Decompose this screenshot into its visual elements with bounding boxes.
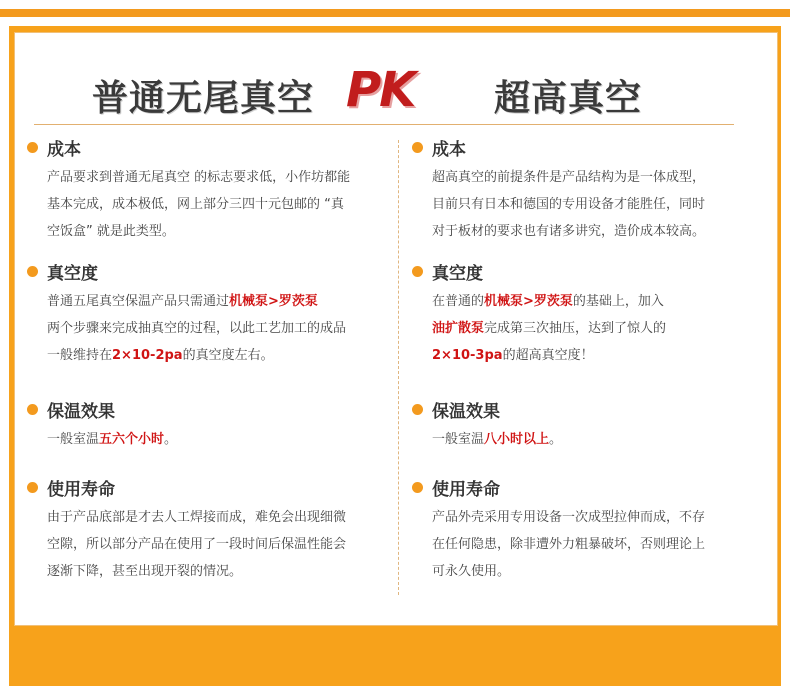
body-text: 对于板材的要求也有诸多讲究，造价成本较高。 [432,224,706,239]
left-section-4 [27,476,372,585]
title-divider [34,124,734,125]
section-body [432,504,757,585]
bullet-dot-icon [412,142,423,153]
section-heading [412,398,757,420]
bullet-dot-icon [27,266,38,277]
body-line [47,315,372,342]
body-text: 逐渐下降，甚至出现开裂的情况。 [47,564,243,579]
bullet-dot-icon [27,142,38,153]
section-title: 真空度 [432,263,483,284]
section-heading [412,260,757,282]
section-title: 真空度 [47,263,98,284]
body-text: 一般室温 [432,432,485,447]
section-heading [412,136,757,158]
body-text: 基本完成，成本极低，网上部分三四十元包邮的 “真 [47,197,344,212]
section-title: 保温效果 [47,401,115,422]
right-section-3 [412,398,757,453]
body-text: 产品要求到普通无尾真空 的标志要求低，小作坊都能 [47,170,351,185]
section-title: 保温效果 [432,401,500,422]
section-body [47,426,372,453]
section-heading [27,476,372,498]
body-text: 目前只有日本和德国的专用设备才能胜任，同时 [432,197,706,212]
highlight-text: 2×10-2pa [112,348,183,363]
top-accent-bar [0,9,790,17]
section-title: 使用寿命 [432,479,500,500]
body-text: 两个步骤来完成抽真空的过程，以此工艺加工的成品 [47,321,347,336]
body-text: 。 [164,432,178,447]
body-line [47,164,372,191]
body-text: 的基础上，加入 [572,294,664,309]
pk-label: PK [346,62,415,118]
body-line [432,218,757,245]
body-line [432,191,757,218]
section-heading [27,260,372,282]
body-text: 产品外壳采用专用设备一次成型拉伸而成，不存 [432,510,706,525]
highlight-text: 机械泵>罗茨泵 [484,294,573,309]
body-line [47,218,372,245]
body-text: 超高真空的前提条件是产品结构为是一体成型， [432,170,706,185]
body-line [432,426,757,453]
body-text: 在普通的 [432,294,485,309]
body-text: 一般室温 [47,432,100,447]
section-heading [412,476,757,498]
body-text: 的真空度左右。 [182,348,274,363]
highlight-text: 2×10-3pa [432,348,503,363]
highlight-text: 机械泵>罗茨泵 [229,294,318,309]
bullet-dot-icon [27,404,38,415]
body-text: 在任何隐患，除非遭外力粗暴破坏，否则理论上 [432,537,706,552]
section-heading [27,136,372,158]
body-text: 由于产品底部是才去人工焊接而成，难免会出现细微 [47,510,347,525]
body-text: 。 [549,432,563,447]
body-text: 空饭盒” 就是此类型。 [47,224,175,239]
body-line [47,531,372,558]
right-section-4 [412,476,757,585]
body-text: 完成第三次抽压，达到了惊人的 [484,321,667,336]
section-title: 使用寿命 [47,479,115,500]
section-body [432,164,757,245]
highlight-text: 五六个小时 [99,432,165,447]
body-line [47,558,372,585]
right-section-2 [412,260,757,369]
right-section-1 [412,136,757,245]
body-line [47,342,372,369]
body-text: 普通五尾真空保温产品只需通过 [47,294,230,309]
body-line [432,342,757,369]
right-title: 超高真空 [494,78,643,119]
body-text: 可永久使用。 [432,564,511,579]
body-line [432,531,757,558]
bullet-dot-icon [412,482,423,493]
body-text: 一般维持在 [47,348,113,363]
body-line [432,504,757,531]
left-title: 普通无尾真空 [92,78,315,119]
column-divider [398,140,399,595]
left-section-1 [27,136,372,245]
body-line [47,191,372,218]
section-body [47,164,372,245]
body-line [432,558,757,585]
body-line [47,288,372,315]
left-section-2 [27,260,372,369]
section-title: 成本 [432,139,466,160]
highlight-text: 八小时以上 [484,432,550,447]
section-body [432,426,757,453]
body-line [432,164,757,191]
highlight-text: 油扩散泵 [432,321,485,336]
bullet-dot-icon [412,404,423,415]
section-body [47,504,372,585]
body-line [47,504,372,531]
body-line [47,426,372,453]
bullet-dot-icon [412,266,423,277]
body-line [432,288,757,315]
section-title: 成本 [47,139,81,160]
body-line [432,315,757,342]
bullet-dot-icon [27,482,38,493]
section-heading [27,398,372,420]
section-body [47,288,372,369]
body-text: 的超高真空度！ [502,348,594,363]
body-text: 空隙，所以部分产品在使用了一段时间后保温性能会 [47,537,347,552]
left-section-3 [27,398,372,453]
section-body [432,288,757,369]
